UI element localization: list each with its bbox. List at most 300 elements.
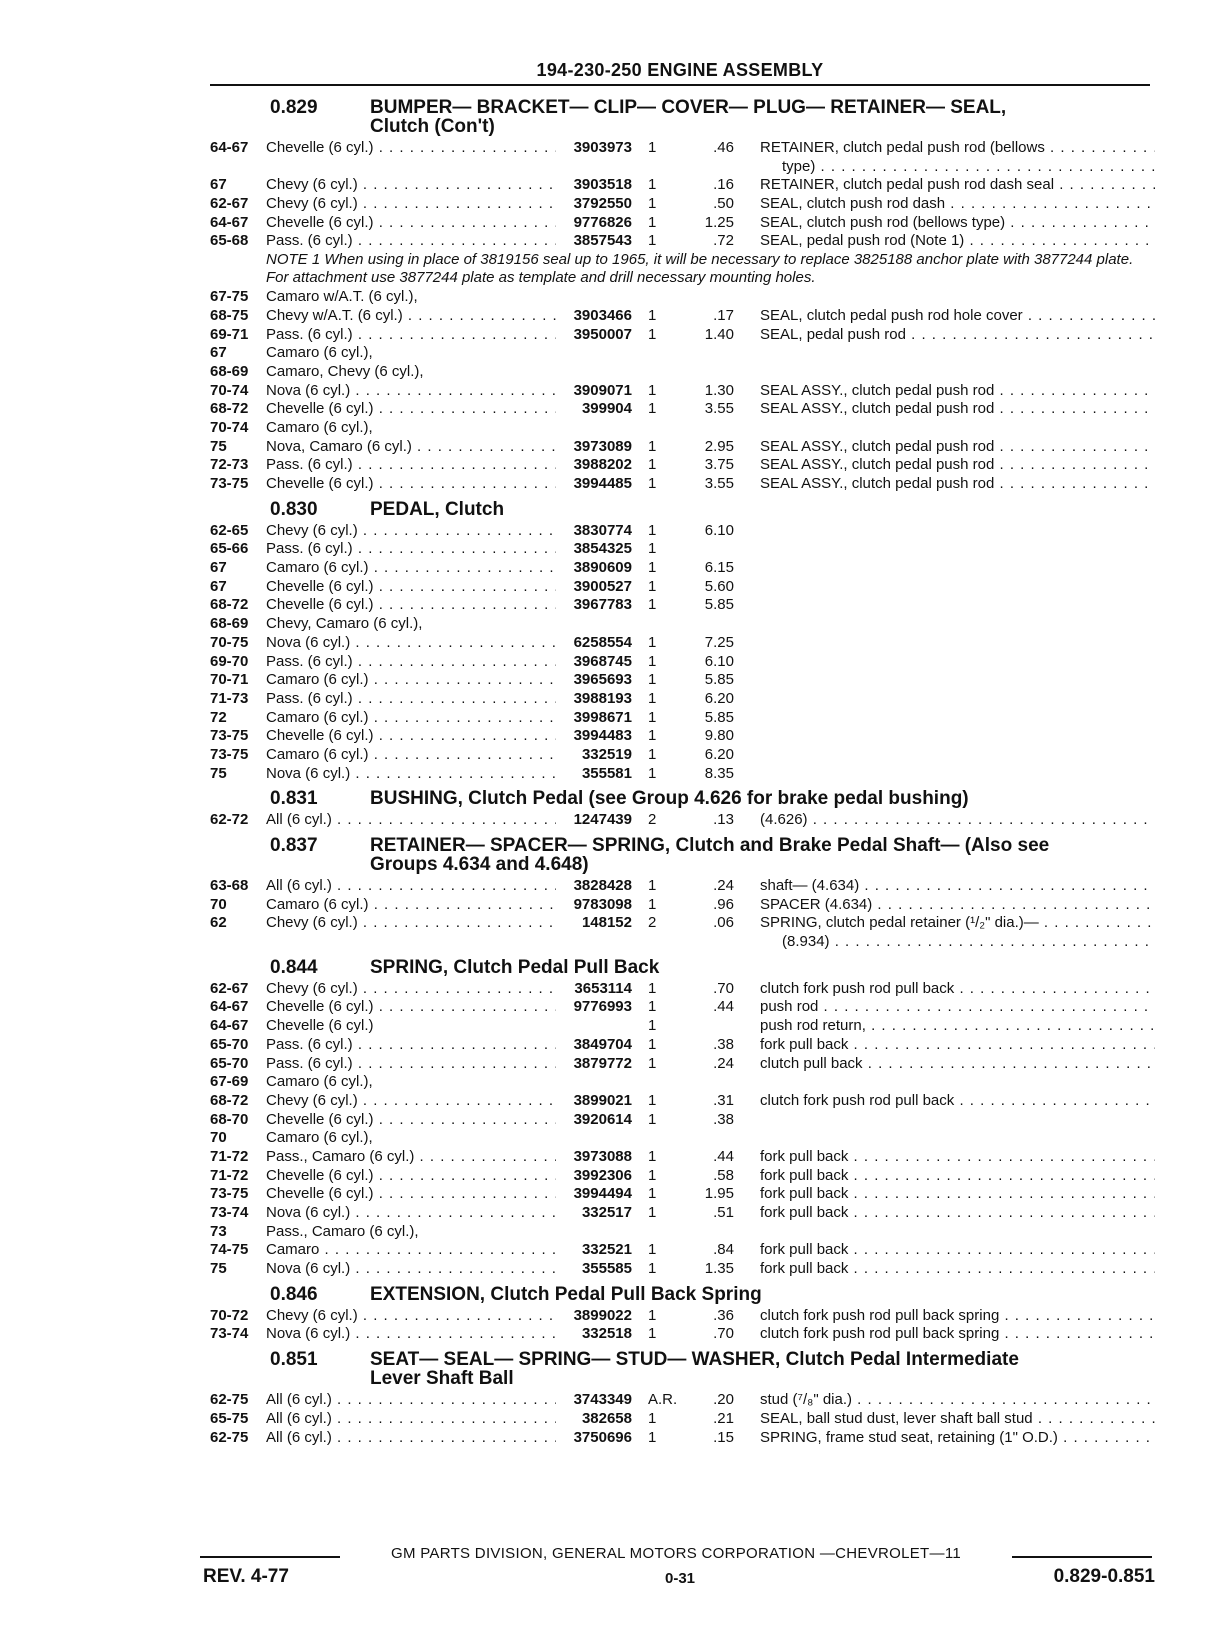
table-row <box>210 288 1155 307</box>
description-cell <box>760 382 1155 401</box>
application-text: Chevelle (6 cyl.) . . . <box>266 1111 556 1128</box>
application-text: Camaro (6 cyl.) . . . <box>266 746 556 763</box>
application-cell <box>266 1148 556 1167</box>
part-number-cell: 3903973 <box>573 139 632 156</box>
price-cell: .31 <box>713 1091 734 1109</box>
table-row <box>210 307 1155 326</box>
application-cell <box>266 1073 556 1092</box>
quantity-cell: 1 <box>648 1054 657 1072</box>
years-cell: 71-72 <box>210 1166 249 1184</box>
part-number-cell <box>556 288 632 307</box>
years-cell: 75 <box>210 437 227 455</box>
years-cell: 65-70 <box>210 1035 249 1053</box>
application-text: Chevelle (6 cyl.) . . . <box>266 1185 556 1202</box>
application-cell <box>266 214 556 233</box>
description-cell <box>760 363 1155 382</box>
application-text: Camaro (6 cyl.), <box>266 418 373 436</box>
table-row <box>210 1073 1155 1092</box>
description-cell <box>760 475 1155 494</box>
part-number-cell: 3920614 <box>573 1110 632 1128</box>
table-row <box>210 811 1155 830</box>
part-number-cell: 3857543 <box>573 232 632 250</box>
years-cell: 72 <box>210 708 227 726</box>
application-text: Nova (6 cyl.) . . . <box>266 1204 556 1221</box>
application-cell <box>266 811 556 830</box>
application-text: Chevelle (6 cyl.) . . . <box>266 998 556 1015</box>
price-cell: 6.20 <box>704 745 734 763</box>
table-row <box>210 1223 1155 1242</box>
description-cell <box>760 653 1155 672</box>
quantity-cell: 1 <box>648 596 657 614</box>
years-cell: 70 <box>210 1129 227 1147</box>
group-title-line-2: Groups 4.634 and 4.648) <box>370 854 589 875</box>
description-text: SEAL ASSY., clutch pedal push rod . . . <box>760 382 1155 399</box>
parts-group-0-844 <box>210 958 1155 1279</box>
description-cell <box>760 1429 1155 1448</box>
quantity-cell: 1 <box>648 456 657 474</box>
years-cell: 72-73 <box>210 456 249 474</box>
description-cell <box>760 419 1155 438</box>
price-cell <box>676 1017 760 1036</box>
application-cell <box>266 653 556 672</box>
part-number-cell: 3973088 <box>573 1147 632 1165</box>
application-cell <box>266 232 556 251</box>
description-cell <box>760 1167 1155 1186</box>
part-number-cell: 332517 <box>581 1204 632 1221</box>
price-cell: 5.85 <box>704 596 734 614</box>
part-number-cell: 9783098 <box>573 895 632 913</box>
application-cell <box>266 288 556 307</box>
part-number-cell: 3950007 <box>573 325 632 343</box>
description-cell <box>760 195 1155 214</box>
table-row <box>210 1241 1155 1260</box>
description-cell <box>760 933 1155 952</box>
part-number-cell: 9776993 <box>573 998 632 1016</box>
table-row <box>210 1391 1155 1410</box>
table-row <box>210 980 1155 999</box>
table-row <box>210 765 1155 784</box>
application-text: Chevy, Camaro (6 cyl.), <box>266 615 423 633</box>
application-text: Camaro (6 cyl.) . . . <box>266 671 556 688</box>
quantity-cell: 1 <box>648 306 657 324</box>
group-number: 0.851 <box>270 1349 318 1371</box>
quantity-cell: 1 <box>648 195 657 213</box>
part-number-cell: 3750696 <box>573 1428 632 1446</box>
part-number-cell: 332518 <box>581 1325 632 1343</box>
description-text: fork pull back . . . <box>760 1185 1155 1202</box>
years-cell: 73-75 <box>210 727 249 745</box>
part-number-cell: 3965693 <box>573 671 632 689</box>
application-cell <box>266 877 556 896</box>
price-cell: 1.30 <box>704 381 734 399</box>
description-cell <box>760 671 1155 690</box>
application-cell <box>266 671 556 690</box>
application-cell <box>266 456 556 475</box>
group-number: 0.830 <box>270 498 318 520</box>
application-text: Camaro w/A.T. (6 cyl.), <box>266 288 418 306</box>
part-number-cell: 3890609 <box>573 559 632 577</box>
group-number: 0.837 <box>270 835 318 856</box>
application-cell <box>266 690 556 709</box>
description-cell <box>760 1223 1155 1242</box>
table-row <box>210 344 1155 363</box>
footer-page-number: 0-31 <box>664 1570 696 1587</box>
table-row <box>210 1092 1155 1111</box>
part-number-cell: 3967783 <box>573 596 632 614</box>
price-cell: 6.20 <box>704 689 734 707</box>
part-number-cell: 399904 <box>581 400 632 418</box>
quantity-cell: 1 <box>648 1204 657 1221</box>
application-text: Chevelle (6 cyl.) . . . <box>266 139 556 156</box>
application-text: Nova (6 cyl.) . . . <box>266 1325 556 1342</box>
description-cell <box>760 1185 1155 1204</box>
years-cell: 68-69 <box>210 615 249 633</box>
application-text: Camaro (6 cyl.) . . . <box>266 709 556 726</box>
description-text: push rod return, . . . <box>760 1017 1155 1034</box>
quantity-cell <box>632 158 676 177</box>
years-cell: 70-75 <box>210 633 249 651</box>
description-text: SEAL ASSY., clutch pedal push rod . . . <box>760 475 1155 492</box>
application-text: Pass., Camaro (6 cyl.) . . . <box>266 1148 556 1165</box>
quantity-cell: 1 <box>648 652 657 670</box>
table-row <box>210 475 1155 494</box>
part-number-cell: 9776826 <box>573 213 632 231</box>
quantity-cell: 1 <box>648 727 657 745</box>
description-cell <box>760 896 1155 915</box>
group-title-line: BUSHING, Clutch Pedal (see Group 4.626 for brake pedal bushing) <box>370 788 969 810</box>
table-row <box>210 1410 1155 1429</box>
years-cell <box>210 933 266 952</box>
description-text: RETAINER, clutch pedal push rod (bellows . . . <box>760 139 1155 156</box>
description-text: SEAL ASSY., clutch pedal push rod . . . <box>760 456 1155 473</box>
part-number-cell: 332521 <box>581 1241 632 1259</box>
quantity-cell: 1 <box>648 895 657 913</box>
price-cell <box>676 1129 760 1148</box>
years-cell: 69-71 <box>210 325 249 343</box>
description-text: SEAL ASSY., clutch pedal push rod . . . <box>760 400 1155 417</box>
years-cell: 68-72 <box>210 1091 249 1109</box>
application-cell <box>266 438 556 457</box>
part-number-cell <box>556 1129 632 1148</box>
years-cell: 73-74 <box>210 1204 249 1221</box>
price-cell: .15 <box>713 1428 734 1446</box>
application-text: Chevy (6 cyl.) . . . <box>266 914 556 931</box>
quantity-cell: 1 <box>648 1147 657 1165</box>
description-cell <box>760 522 1155 541</box>
part-number-cell: 1247439 <box>573 811 632 829</box>
table-row <box>210 1260 1155 1279</box>
table-row <box>210 326 1155 345</box>
description-cell <box>760 1073 1155 1092</box>
description-cell <box>760 232 1155 251</box>
application-cell <box>266 1185 556 1204</box>
parts-group-0-829 <box>210 98 1155 494</box>
quantity-cell: 1 <box>648 213 657 231</box>
years-cell: 75 <box>210 1260 227 1278</box>
years-cell: 74-75 <box>210 1241 249 1259</box>
footer-group-range: 0.829-0.851 <box>1053 1566 1155 1587</box>
description-cell <box>760 709 1155 728</box>
quantity-cell: 1 <box>648 176 657 194</box>
description-cell <box>760 1325 1155 1344</box>
application-cell <box>266 1129 556 1148</box>
application-cell <box>266 980 556 999</box>
application-cell <box>266 1111 556 1130</box>
table-row <box>210 522 1155 541</box>
description-cell <box>760 456 1155 475</box>
years-cell: 64-67 <box>210 998 249 1016</box>
table-row <box>210 1036 1155 1055</box>
application-cell <box>266 765 556 784</box>
part-number-cell: 3653114 <box>574 979 632 997</box>
application-cell <box>266 326 556 345</box>
table-row <box>210 1129 1155 1148</box>
quantity-cell: 1 <box>648 325 657 343</box>
description-cell <box>760 540 1155 559</box>
group-title-line: PEDAL, Clutch <box>370 498 505 520</box>
quantity-cell: 2 <box>648 811 657 829</box>
group-number: 0.831 <box>270 788 318 810</box>
years-cell: 70-71 <box>210 671 249 689</box>
part-number-cell: 3988193 <box>573 689 632 707</box>
quantity-cell: 1 <box>648 521 657 539</box>
description-text: clutch fork push rod pull back . . . <box>760 1092 1155 1109</box>
price-cell: 3.75 <box>704 456 734 474</box>
years-cell: 67 <box>210 176 227 194</box>
parts-group-0-851 <box>210 1350 1155 1447</box>
title-rule <box>210 84 1150 86</box>
quantity-cell <box>632 344 676 363</box>
application-text: Pass. (6 cyl.) . . . <box>266 1036 556 1053</box>
years-cell: 67-75 <box>210 288 249 306</box>
quantity-cell: 1 <box>648 671 657 689</box>
description-text: clutch fork push rod pull back spring . . . <box>760 1325 1155 1342</box>
part-number-cell: 6258554 <box>573 633 632 651</box>
description-text: shaft— (4.634) . . . <box>760 877 1155 894</box>
price-cell <box>676 419 760 438</box>
price-cell: .70 <box>713 979 734 997</box>
part-number-cell: 3849704 <box>573 1035 632 1053</box>
application-cell <box>266 139 556 158</box>
application-text: Chevelle (6 cyl.) <box>266 1017 374 1035</box>
application-text: Pass. (6 cyl.) . . . <box>266 456 556 473</box>
price-cell: .38 <box>713 1035 734 1053</box>
part-number-cell: 3903466 <box>573 306 632 324</box>
table-row <box>210 1307 1155 1326</box>
application-cell <box>266 1055 556 1074</box>
description-text: SEAL, clutch push rod dash . . . <box>760 195 1155 212</box>
price-cell: 6.10 <box>704 652 734 670</box>
quantity-cell <box>632 933 676 952</box>
part-number-cell: 3988202 <box>573 456 632 474</box>
years-cell: 69-70 <box>210 652 249 670</box>
years-cell: 62 <box>210 914 227 932</box>
years-cell: 62-67 <box>210 979 249 997</box>
application-text: Chevy (6 cyl.) . . . <box>266 1307 556 1324</box>
table-row <box>210 1148 1155 1167</box>
application-text: Chevelle (6 cyl.) . . . <box>266 1167 556 1184</box>
years-cell: 63-68 <box>210 877 249 894</box>
table-row <box>210 232 1155 251</box>
quantity-cell: 1 <box>648 764 657 782</box>
price-cell: .72 <box>713 232 734 250</box>
application-text: Pass. (6 cyl.) . . . <box>266 690 556 707</box>
group-title <box>370 836 1155 874</box>
price-cell <box>676 1073 760 1092</box>
part-number-cell: 3899021 <box>573 1091 632 1109</box>
years-cell: 68-72 <box>210 400 249 418</box>
quantity-cell: 1 <box>648 1166 657 1184</box>
application-text: Chevy (6 cyl.) . . . <box>266 980 556 997</box>
part-number-cell: 3854325 <box>573 540 632 558</box>
part-number-cell: 332519 <box>581 745 632 763</box>
table-row <box>210 1111 1155 1130</box>
application-cell <box>266 522 556 541</box>
application-cell <box>266 1092 556 1111</box>
description-cell <box>760 1055 1155 1074</box>
part-number-cell <box>556 158 632 177</box>
description-cell <box>760 1129 1155 1148</box>
description-text: clutch fork push rod pull back spring . . . <box>760 1307 1155 1324</box>
price-cell: 5.85 <box>704 671 734 689</box>
years-cell: 70-72 <box>210 1306 249 1324</box>
table-row <box>210 419 1155 438</box>
application-text: All (6 cyl.) . . . <box>266 1391 556 1408</box>
price-cell <box>676 540 760 559</box>
description-text: fork pull back . . . <box>760 1241 1155 1258</box>
application-text: Camaro . . . <box>266 1241 556 1258</box>
part-number-cell: 3743349 <box>573 1391 632 1409</box>
quantity-cell: 1 <box>648 1428 657 1446</box>
part-number-cell <box>556 344 632 363</box>
application-cell <box>266 914 556 933</box>
table-row <box>210 671 1155 690</box>
application-text: All (6 cyl.) . . . <box>266 1429 556 1446</box>
price-cell: .24 <box>713 877 734 894</box>
part-number-cell <box>556 1017 632 1036</box>
price-cell: .21 <box>713 1409 734 1427</box>
parts-group-0-837 <box>210 836 1155 952</box>
group-title <box>370 98 1155 136</box>
application-cell <box>266 1260 556 1279</box>
table-row <box>210 195 1155 214</box>
group-title <box>370 500 1155 519</box>
price-cell: 8.35 <box>704 764 734 782</box>
table-row <box>210 914 1155 933</box>
description-cell <box>760 288 1155 307</box>
group-heading <box>210 500 1155 519</box>
description-cell <box>760 1391 1155 1410</box>
description-text: SEAL ASSY., clutch pedal push rod . . . <box>760 438 1155 455</box>
quantity-cell <box>632 419 676 438</box>
table-row <box>210 214 1155 233</box>
table-row <box>210 363 1155 382</box>
application-cell <box>266 1307 556 1326</box>
years-cell: 62-75 <box>210 1391 249 1409</box>
years-cell: 68-75 <box>210 306 249 324</box>
price-cell <box>676 933 760 952</box>
part-number-cell <box>556 615 632 634</box>
price-cell <box>676 344 760 363</box>
application-text: Chevelle (6 cyl.) . . . <box>266 475 556 492</box>
application-text: Chevy (6 cyl.) . . . <box>266 176 556 193</box>
price-cell: 5.60 <box>704 577 734 595</box>
application-cell <box>266 307 556 326</box>
application-cell <box>266 634 556 653</box>
price-cell: .46 <box>713 139 734 156</box>
table-row <box>210 456 1155 475</box>
application-cell <box>266 382 556 401</box>
table-row <box>210 596 1155 615</box>
table-row <box>210 1204 1155 1223</box>
application-text: Nova (6 cyl.) . . . <box>266 1260 556 1277</box>
table-row <box>210 709 1155 728</box>
note-text: NOTE 1 When using in place of 3819156 seal up to 1965, it will be necessary to replace 3825188 anchor plate with 3877244 plate. For attachment use 3877244 plate as template and drill necessary mounting holes. <box>266 251 1134 287</box>
price-cell: 5.85 <box>704 708 734 726</box>
part-number-cell: 355585 <box>581 1260 632 1278</box>
quantity-cell: 1 <box>648 1409 657 1427</box>
quantity-cell: 1 <box>648 1110 657 1128</box>
quantity-cell: 1 <box>648 475 657 492</box>
price-cell <box>676 615 760 634</box>
years-cell: 70 <box>210 895 227 913</box>
application-text: Camaro (6 cyl.) . . . <box>266 559 556 576</box>
years-cell: 62-65 <box>210 521 249 539</box>
application-text: Chevy (6 cyl.) . . . <box>266 1092 556 1109</box>
application-cell <box>266 998 556 1017</box>
footer-revision: REV. 4-77 <box>203 1566 289 1587</box>
description-text: SPACER (4.634) . . . <box>760 896 1155 913</box>
table-row <box>210 1055 1155 1074</box>
quantity-cell: 1 <box>648 689 657 707</box>
description-cell <box>760 596 1155 615</box>
years-cell: 73-74 <box>210 1325 249 1343</box>
table-row <box>210 1325 1155 1344</box>
group-title <box>370 958 1155 977</box>
price-cell <box>676 158 760 177</box>
group-number: 0.846 <box>270 1283 318 1305</box>
application-cell <box>266 540 556 559</box>
application-text: Pass. (6 cyl.) . . . <box>266 232 556 249</box>
years-cell: 64-67 <box>210 213 249 231</box>
description-text: SEAL, pedal push rod . . . <box>760 326 1155 343</box>
description-cell <box>760 1092 1155 1111</box>
price-cell: 1.35 <box>704 1260 734 1278</box>
quantity-cell: 1 <box>648 559 657 577</box>
table-row <box>210 559 1155 578</box>
years-cell: 67 <box>210 344 227 362</box>
description-text: RETAINER, clutch pedal push rod dash seal . . . <box>760 176 1155 193</box>
group-heading <box>210 836 1155 874</box>
parts-group-0-831 <box>210 789 1155 830</box>
years-cell: 62-72 <box>210 811 249 829</box>
application-text: Nova (6 cyl.) . . . <box>266 765 556 782</box>
price-cell: .84 <box>713 1241 734 1259</box>
price-cell: 1.40 <box>704 325 734 343</box>
application-text: Chevelle (6 cyl.) . . . <box>266 596 556 613</box>
years-cell: 65-66 <box>210 540 249 558</box>
table-row <box>210 1017 1155 1036</box>
quantity-cell: 1 <box>648 708 657 726</box>
description-text: clutch fork push rod pull back . . . <box>760 980 1155 997</box>
table-row <box>210 615 1155 634</box>
group-heading <box>210 958 1155 977</box>
table-row <box>210 438 1155 457</box>
page-title: 194-230-250 ENGINE ASSEMBLY <box>536 60 824 80</box>
group-title <box>370 1350 1155 1388</box>
application-text: Nova (6 cyl.) . . . <box>266 634 556 651</box>
years-cell: 73-75 <box>210 745 249 763</box>
